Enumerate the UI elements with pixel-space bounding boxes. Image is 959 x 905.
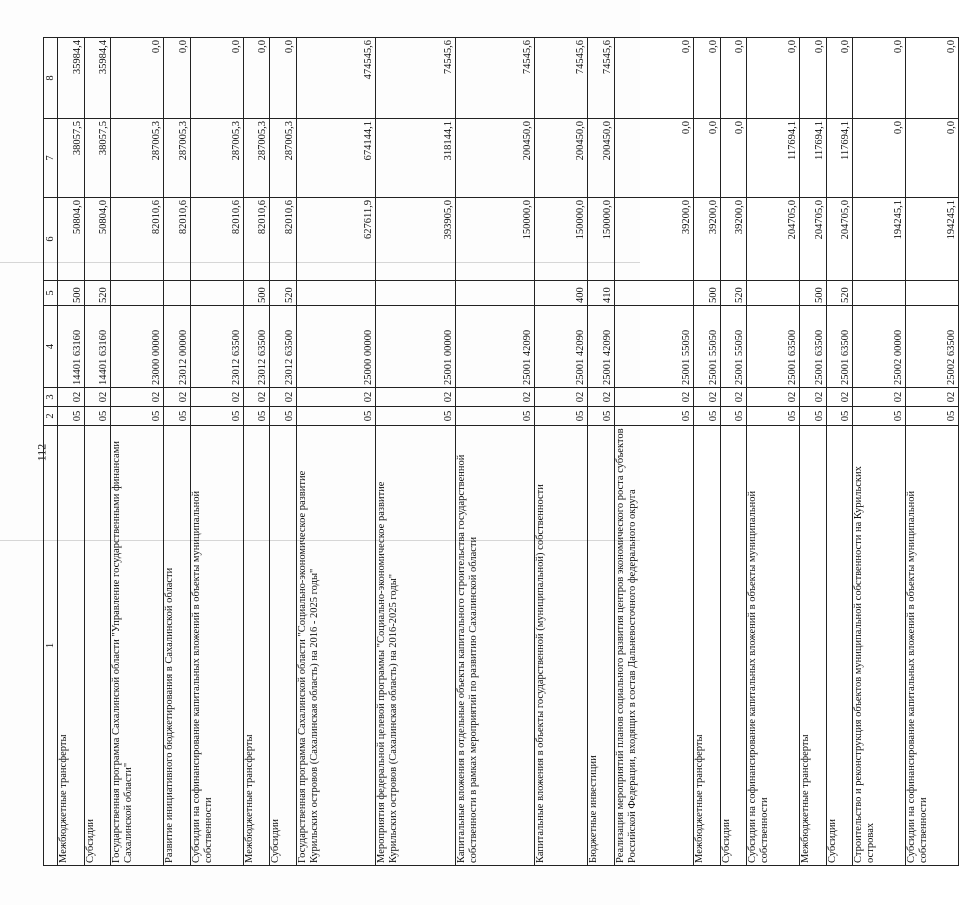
row-value-cell [190, 281, 243, 306]
row-value-cell: 05 [58, 407, 85, 426]
row-value-cell: 194245,1 [853, 198, 906, 281]
row-name-cell: Реализация мероприятий планов социального развития центров экономического роста субъектов Российской Федерации, входящих в состав Дальневосточного федерального округа [614, 426, 694, 866]
row-value-cell: 117694,1 [800, 119, 827, 198]
row-value-cell: 02 [800, 388, 827, 407]
row-value-cell: 38057,5 [84, 119, 111, 198]
row-value-cell: 05 [800, 407, 827, 426]
row-value-cell: 02 [906, 388, 959, 407]
table-row [826, 38, 853, 866]
row-value-cell: 50804,0 [84, 198, 111, 281]
row-value-cell: 0,0 [906, 119, 959, 198]
row-value-cell: 02 [243, 388, 270, 407]
row-value-cell: 02 [588, 388, 615, 407]
row-value-cell [614, 281, 694, 306]
table-row [455, 38, 535, 866]
table-row [296, 38, 376, 866]
row-value-cell: 05 [376, 407, 456, 426]
row-value-cell: 0,0 [694, 38, 721, 119]
row-value-cell: 05 [535, 407, 588, 426]
row-value-cell: 0,0 [694, 119, 721, 198]
row-value-cell: 0,0 [853, 119, 906, 198]
row-name-cell: Государственная программа Сахалинской области "Социально-экономическое развитие Курильских островов (Сахалинская область) на 2016 - 2025 годы" [296, 426, 376, 866]
row-value-cell: 23012 63500 [243, 306, 270, 388]
row-value-cell: 02 [376, 388, 456, 407]
row-name-cell: Развитие инициативного бюджетирования в Сахалинской области [164, 426, 191, 866]
row-value-cell: 14401 63160 [58, 306, 85, 388]
row-value-cell [296, 281, 376, 306]
row-value-cell: 02 [535, 388, 588, 407]
row-value-cell: 82010,6 [111, 198, 164, 281]
table-row [58, 38, 85, 866]
row-value-cell: 0,0 [906, 38, 959, 119]
row-value-cell: 02 [694, 388, 721, 407]
row-value-cell: 520 [270, 281, 297, 306]
row-value-cell: 520 [826, 281, 853, 306]
row-value-cell: 23012 63500 [190, 306, 243, 388]
row-value-cell: 0,0 [826, 38, 853, 119]
row-value-cell: 204705,0 [826, 198, 853, 281]
row-value-cell: 204705,0 [747, 198, 800, 281]
row-name-cell: Строительство и реконструкция объектов муниципальной собственности на Курильских островах [853, 426, 906, 866]
row-value-cell: 200450,0 [588, 119, 615, 198]
row-name-cell: Межбюджетные трансферты [58, 426, 85, 866]
row-value-cell: 82010,6 [164, 198, 191, 281]
row-value-cell: 410 [588, 281, 615, 306]
row-value-cell: 35984,4 [84, 38, 111, 119]
row-value-cell: 25001 42090 [535, 306, 588, 388]
row-value-cell: 39200,0 [694, 198, 721, 281]
row-value-cell: 400 [535, 281, 588, 306]
row-value-cell: 0,0 [243, 38, 270, 119]
row-value-cell: 74545,6 [376, 38, 456, 119]
row-value-cell: 0,0 [614, 38, 694, 119]
row-value-cell: 0,0 [853, 38, 906, 119]
row-value-cell: 287005,3 [270, 119, 297, 198]
row-value-cell: 05 [243, 407, 270, 426]
row-value-cell: 25001 63500 [826, 306, 853, 388]
col-header: 1 [44, 426, 58, 866]
col-header: 3 [44, 388, 58, 407]
row-value-cell: 02 [455, 388, 535, 407]
table-row [747, 38, 800, 866]
col-header: 4 [44, 306, 58, 388]
row-value-cell: 05 [84, 407, 111, 426]
row-value-cell: 25001 55050 [694, 306, 721, 388]
row-value-cell: 02 [720, 388, 747, 407]
table-row [270, 38, 297, 866]
row-value-cell: 02 [614, 388, 694, 407]
row-value-cell: 674144,1 [296, 119, 376, 198]
row-value-cell: 02 [111, 388, 164, 407]
row-value-cell: 05 [906, 407, 959, 426]
table-row [906, 38, 959, 866]
row-value-cell [164, 281, 191, 306]
row-value-cell: 287005,3 [190, 119, 243, 198]
row-value-cell: 82010,6 [243, 198, 270, 281]
row-value-cell [376, 281, 456, 306]
row-value-cell: 05 [720, 407, 747, 426]
row-value-cell: 117694,1 [747, 119, 800, 198]
row-value-cell: 25001 42090 [588, 306, 615, 388]
row-name-cell: Бюджетные инвестиции [588, 426, 615, 866]
col-header: 8 [44, 38, 58, 119]
row-value-cell: 23000 00000 [111, 306, 164, 388]
row-value-cell: 35984,4 [58, 38, 85, 119]
row-value-cell: 74545,6 [535, 38, 588, 119]
row-value-cell: 02 [296, 388, 376, 407]
row-value-cell: 204705,0 [800, 198, 827, 281]
table-row [111, 38, 164, 866]
table-row [800, 38, 827, 866]
table-row [84, 38, 111, 866]
row-value-cell: 05 [111, 407, 164, 426]
table-row [243, 38, 270, 866]
row-name-cell: Межбюджетные трансферты [243, 426, 270, 866]
row-value-cell [747, 281, 800, 306]
page-number: 112 [34, 443, 49, 462]
col-header: 6 [44, 198, 58, 281]
row-name-cell: Межбюджетные трансферты [800, 426, 827, 866]
row-value-cell: 50804,0 [58, 198, 85, 281]
row-value-cell: 25002 00000 [853, 306, 906, 388]
row-value-cell [111, 281, 164, 306]
row-value-cell: 393905,0 [376, 198, 456, 281]
row-value-cell: 74545,6 [455, 38, 535, 119]
row-value-cell: 02 [84, 388, 111, 407]
table-body [58, 38, 959, 866]
row-value-cell: 39200,0 [720, 198, 747, 281]
row-value-cell: 627611,9 [296, 198, 376, 281]
row-value-cell: 150000,0 [588, 198, 615, 281]
row-value-cell: 05 [455, 407, 535, 426]
row-value-cell: 117694,1 [826, 119, 853, 198]
row-name-cell: Субсидии на софинансирование капитальных вложений в объекты муниципальной собственности [190, 426, 243, 866]
row-value-cell: 318144,1 [376, 119, 456, 198]
row-value-cell: 0,0 [720, 38, 747, 119]
row-value-cell: 02 [853, 388, 906, 407]
table-row [376, 38, 456, 866]
row-value-cell: 39200,0 [614, 198, 694, 281]
row-value-cell: 0,0 [800, 38, 827, 119]
table-header-row [44, 38, 58, 866]
row-value-cell: 150000,0 [455, 198, 535, 281]
row-value-cell: 25001 55050 [614, 306, 694, 388]
row-value-cell: 25001 63500 [747, 306, 800, 388]
row-value-cell: 287005,3 [164, 119, 191, 198]
row-value-cell: 25001 55050 [720, 306, 747, 388]
row-value-cell: 500 [58, 281, 85, 306]
table-row [853, 38, 906, 866]
table-row [164, 38, 191, 866]
row-value-cell: 0,0 [270, 38, 297, 119]
row-value-cell: 02 [58, 388, 85, 407]
rotated-table-wrapper [43, 38, 957, 866]
row-value-cell: 0,0 [111, 38, 164, 119]
table-row [588, 38, 615, 866]
row-value-cell: 02 [190, 388, 243, 407]
row-value-cell: 0,0 [747, 38, 800, 119]
row-value-cell: 200450,0 [455, 119, 535, 198]
row-value-cell: 05 [588, 407, 615, 426]
row-value-cell: 05 [826, 407, 853, 426]
row-value-cell: 14401 63160 [84, 306, 111, 388]
row-value-cell: 25001 63500 [800, 306, 827, 388]
col-header: 2 [44, 407, 58, 426]
row-value-cell: 74545,6 [588, 38, 615, 119]
row-value-cell: 23012 00000 [164, 306, 191, 388]
col-header: 7 [44, 119, 58, 198]
row-value-cell: 194245,1 [906, 198, 959, 281]
row-value-cell: 02 [164, 388, 191, 407]
row-value-cell: 38057,5 [58, 119, 85, 198]
row-value-cell: 05 [270, 407, 297, 426]
row-name-cell: Мероприятия федеральной целевой программы "Социально-экономическое развитие Курильских островов (Сахалинская область) на 2016-2025 годы" [376, 426, 456, 866]
row-value-cell: 287005,3 [243, 119, 270, 198]
row-value-cell: 150000,0 [535, 198, 588, 281]
row-value-cell: 05 [164, 407, 191, 426]
row-name-cell: Субсидии [826, 426, 853, 866]
row-value-cell: 05 [614, 407, 694, 426]
table-row [614, 38, 694, 866]
row-name-cell: Субсидии [84, 426, 111, 866]
table-row [720, 38, 747, 866]
row-value-cell: 02 [826, 388, 853, 407]
row-value-cell [853, 281, 906, 306]
row-name-cell: Субсидии на софинансирование капитальных вложений в объекты муниципальной собственности [747, 426, 800, 866]
row-value-cell: 05 [190, 407, 243, 426]
row-value-cell: 05 [296, 407, 376, 426]
row-value-cell: 520 [84, 281, 111, 306]
row-name-cell: Субсидии на софинансирование капитальных вложений в объекты муниципальной собственности [906, 426, 959, 866]
row-value-cell: 23012 63500 [270, 306, 297, 388]
row-value-cell: 0,0 [164, 38, 191, 119]
row-name-cell: Субсидии [720, 426, 747, 866]
row-value-cell: 25001 00000 [376, 306, 456, 388]
row-name-cell: Капитальные вложения в отдельные объекты капитального строительства государственной собственности в рамках мероприятий по развитию Сахалинской области [455, 426, 535, 866]
row-value-cell: 05 [694, 407, 721, 426]
row-value-cell: 474545,6 [296, 38, 376, 119]
row-value-cell: 25002 63500 [906, 306, 959, 388]
row-value-cell: 500 [243, 281, 270, 306]
row-value-cell: 82010,6 [190, 198, 243, 281]
row-value-cell: 0,0 [614, 119, 694, 198]
row-value-cell: 82010,6 [270, 198, 297, 281]
row-value-cell: 25000 00000 [296, 306, 376, 388]
row-value-cell [455, 281, 535, 306]
row-value-cell: 02 [270, 388, 297, 407]
row-value-cell: 25001 42090 [455, 306, 535, 388]
row-value-cell: 200450,0 [535, 119, 588, 198]
row-value-cell [906, 281, 959, 306]
row-value-cell: 287005,3 [111, 119, 164, 198]
row-name-cell: Государственная программа Сахалинской области "Управление государственными финансами Сахалинской области" [111, 426, 164, 866]
row-value-cell: 0,0 [720, 119, 747, 198]
row-name-cell: Межбюджетные трансферты [694, 426, 721, 866]
table-row [190, 38, 243, 866]
row-value-cell: 500 [800, 281, 827, 306]
row-value-cell: 05 [853, 407, 906, 426]
table-row [535, 38, 588, 866]
row-name-cell: Субсидии [270, 426, 297, 866]
col-header: 5 [44, 281, 58, 306]
table-row [694, 38, 721, 866]
budget-table [43, 37, 959, 866]
row-value-cell: 500 [694, 281, 721, 306]
row-value-cell: 05 [747, 407, 800, 426]
row-value-cell: 0,0 [190, 38, 243, 119]
row-value-cell: 02 [747, 388, 800, 407]
row-value-cell: 520 [720, 281, 747, 306]
row-name-cell: Капитальные вложения в объекты государственной (муниципальной) собственности [535, 426, 588, 866]
